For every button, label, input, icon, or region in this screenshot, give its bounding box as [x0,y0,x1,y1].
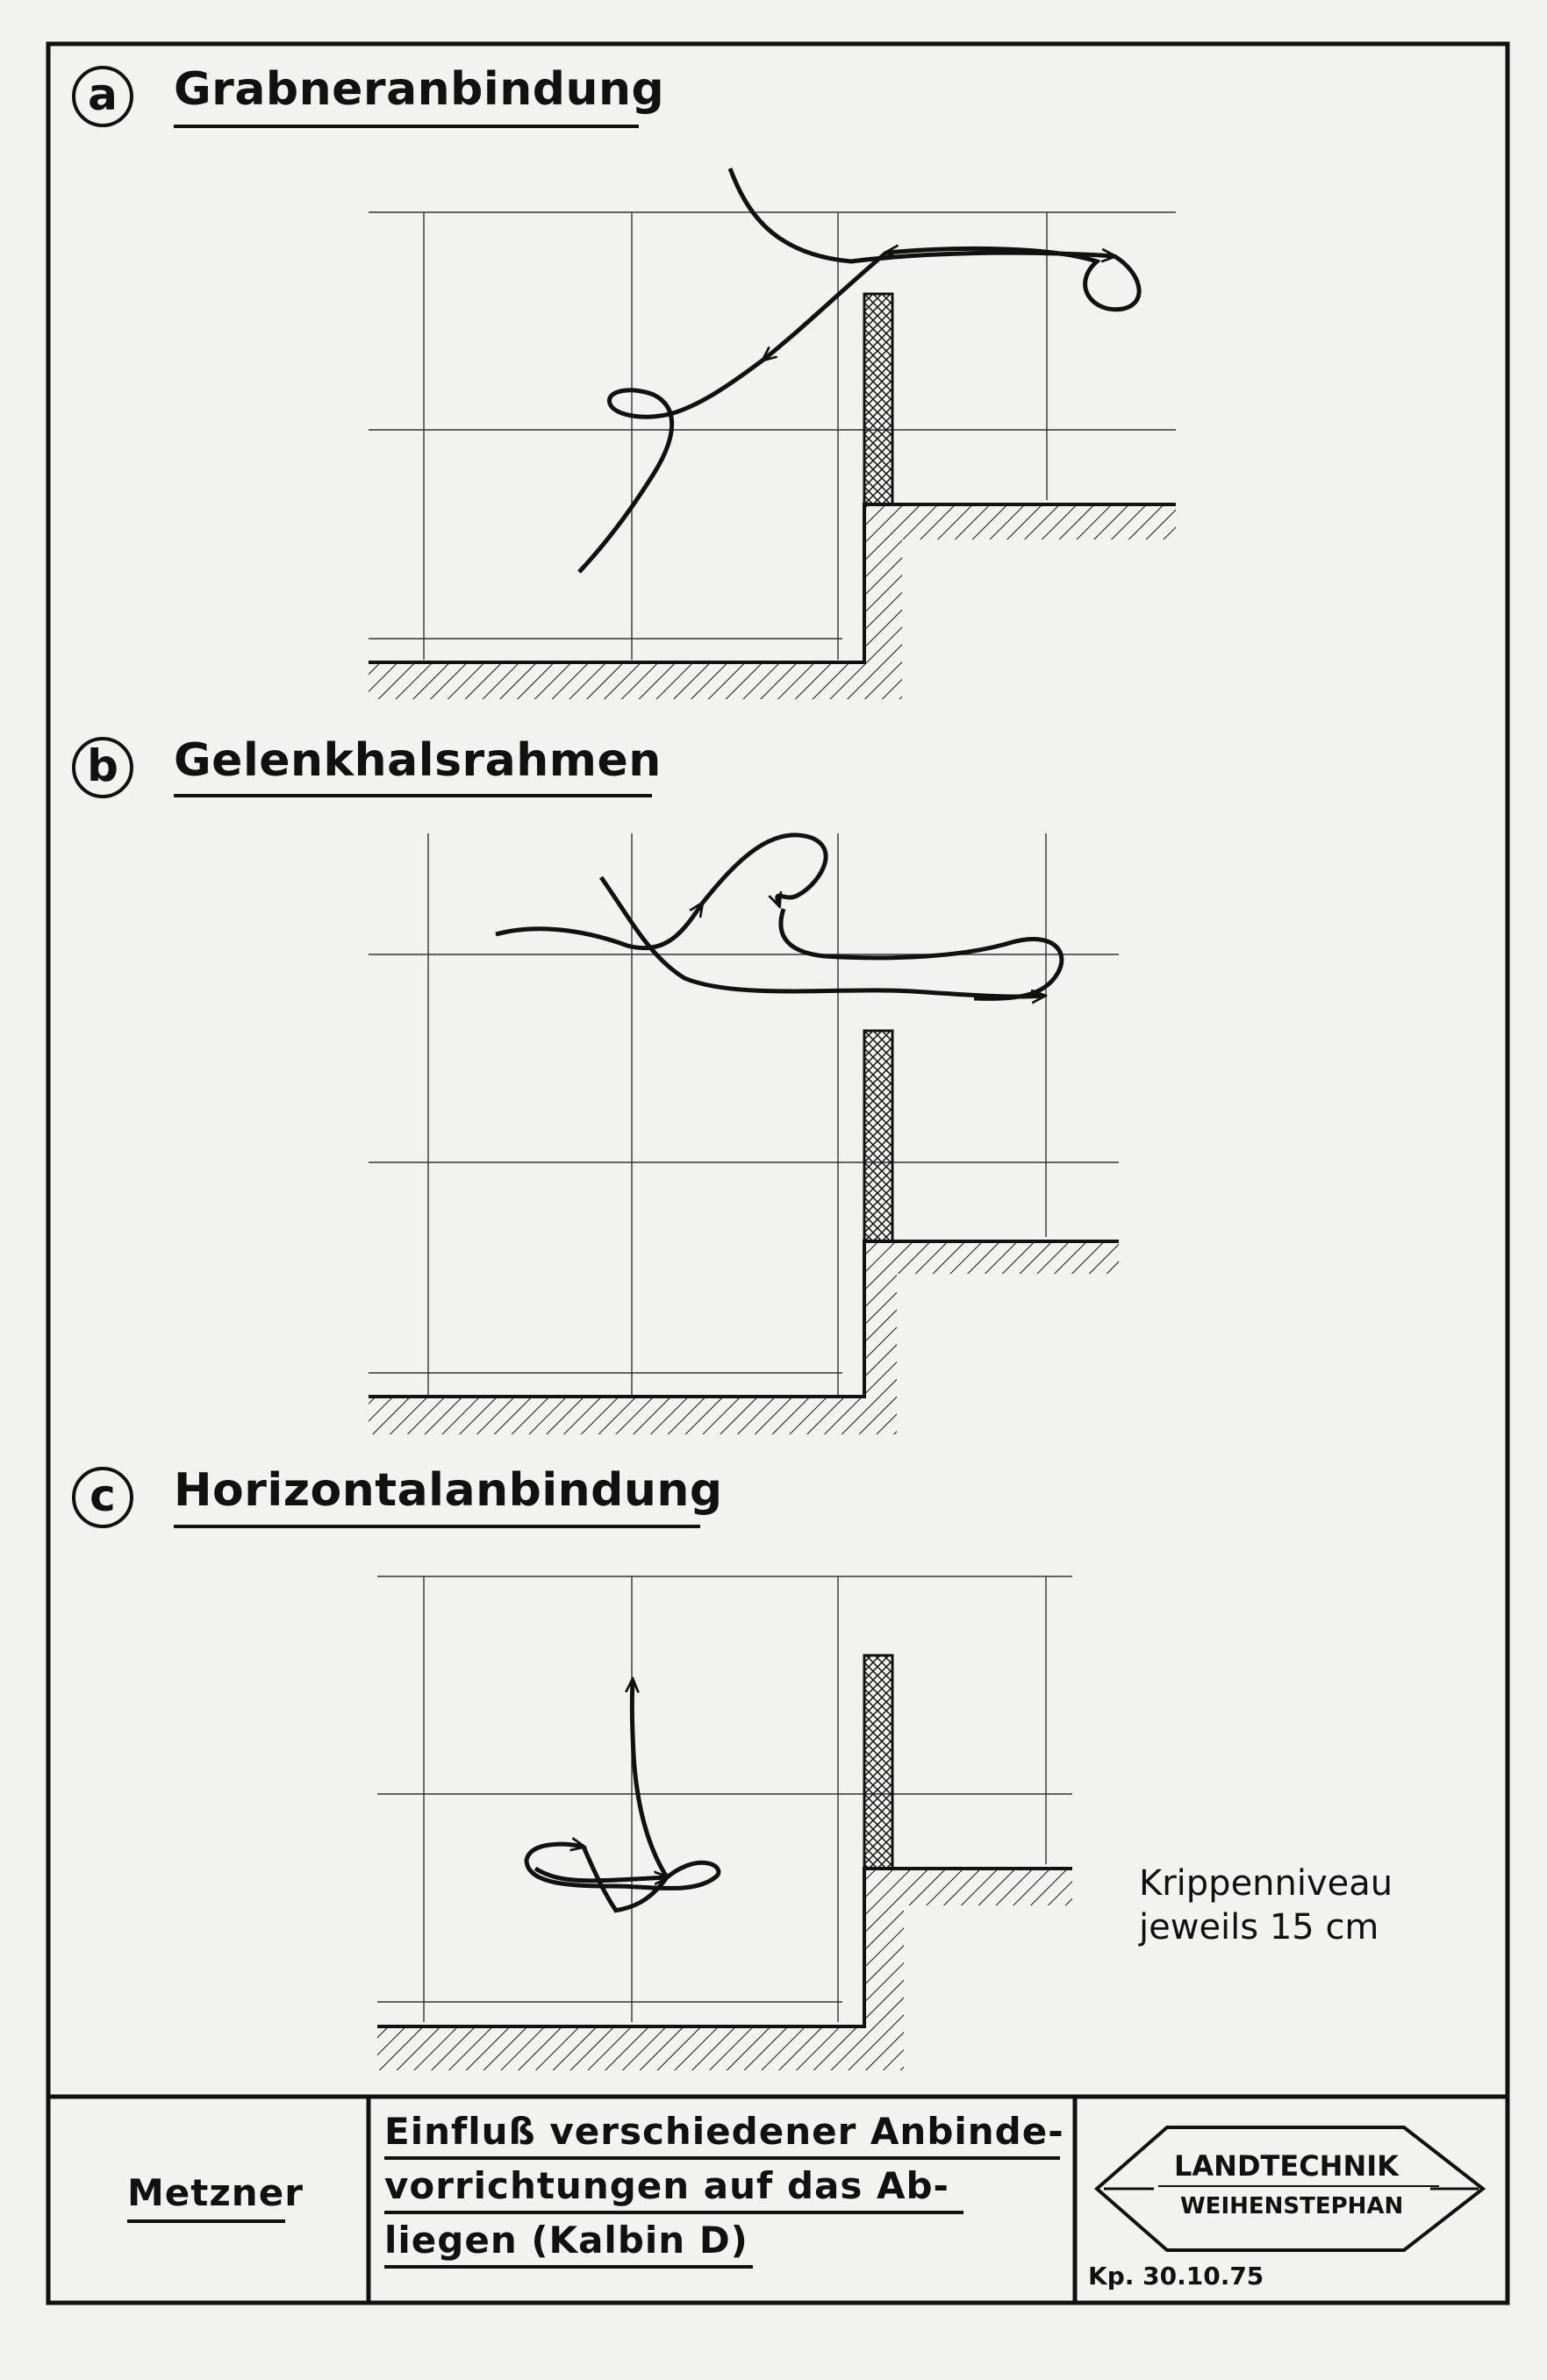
section-c-title-underline [174,1525,700,1528]
section-a-drawing [369,168,1176,699]
section-c-badge: c [72,1467,133,1528]
section-b-path [601,877,1044,997]
section-b-partition [864,1031,892,1241]
section-b-title-underline [174,794,652,797]
section-b-floor-hatch [369,1241,1119,1434]
note-line-1: Krippenniveau [1139,1863,1393,1904]
logo-emblem [1097,2127,1483,2250]
section-b-badge: b [72,737,133,798]
section-a-badge: a [72,66,133,127]
section-a-partition [864,294,892,504]
section-c-path-loop [535,1869,667,1881]
footer-title-underline-3 [384,2265,753,2269]
section-b-loop-top [702,835,826,905]
section-c-drawing [377,1576,1072,2070]
section-a-grid [369,212,1176,660]
footer-author: Metzner [127,2171,304,2214]
footer-title-line-3: liegen (Kalbin D) [384,2219,748,2262]
section-a-floor-hatch [369,504,1176,699]
footer-title-underline-1 [384,2156,1060,2160]
section-a-title-underline [174,125,639,128]
section-c-floor-hatch [377,1869,1072,2070]
footer-author-underline [127,2219,285,2223]
logo-text-line-2: WEIHENSTEPHAN [1180,2193,1404,2219]
footer-title-line-1: Einfluß verschiedener Anbinde- [384,2110,1064,2153]
section-a-title: Grabneranbindung [174,63,665,116]
note-line-2: jeweils 15 cm [1139,1907,1379,1948]
footer-title-line-2: vorrichtungen auf das Ab- [384,2164,949,2207]
section-c-grid [377,1576,1072,2022]
section-b-title: Gelenkhalsrahmen [174,734,662,787]
section-a-path [579,360,763,572]
footer-reference-date: Kp. 30.10.75 [1088,2262,1264,2291]
footer-title-underline-2 [384,2211,963,2214]
outer-frame [48,44,1508,2303]
section-b-drawing [369,833,1119,1434]
section-b-grid [369,833,1119,1395]
section-c-partition [864,1655,892,1869]
logo-text-line-1: LANDTECHNIK [1174,2149,1399,2183]
section-c-title: Horizontalanbindung [174,1464,723,1517]
